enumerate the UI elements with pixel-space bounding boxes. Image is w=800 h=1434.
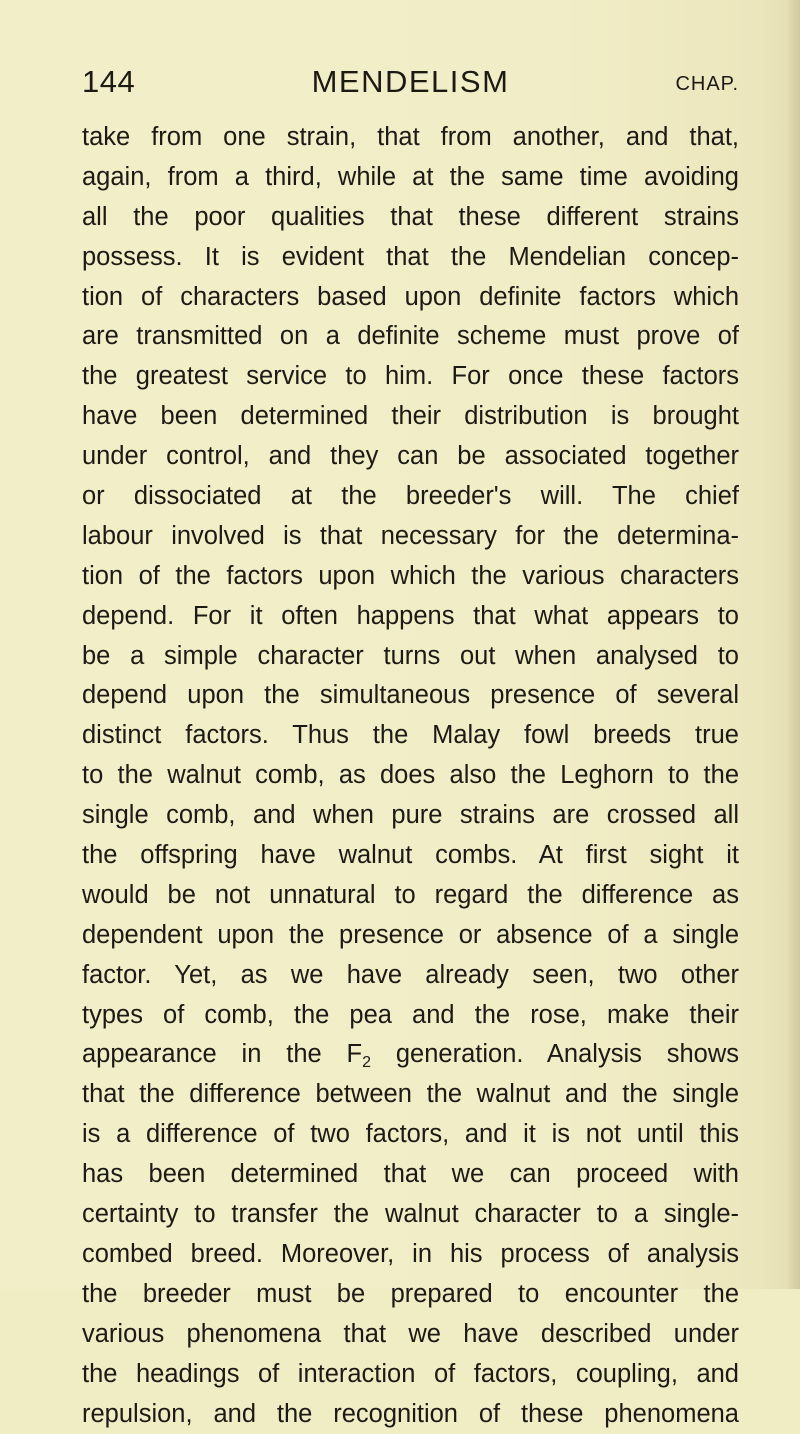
text-line: is a difference of two factors, and it is not until this bbox=[82, 1115, 739, 1155]
text-line: the headings of interaction of factors, coupling, and bbox=[82, 1355, 739, 1395]
text-line: take from one strain, that from another, and that, bbox=[82, 118, 739, 158]
text-line: the offspring have walnut combs. At first sight it bbox=[82, 836, 739, 876]
text-line: dependent upon the presence or absence of a single bbox=[82, 916, 739, 956]
text-line: single comb, and when pure strains are crossed all bbox=[82, 796, 739, 836]
page-number: 144 bbox=[82, 62, 135, 102]
text-line: tion of characters based upon definite factors which bbox=[82, 278, 739, 318]
text-line: types of comb, the pea and the rose, make their bbox=[82, 996, 739, 1036]
text-line: be a simple character turns out when analysed to bbox=[82, 637, 739, 677]
text-line: or dissociated at the breeder's will. The chief bbox=[82, 477, 739, 517]
text-line: have been determined their distribution is brought bbox=[82, 397, 739, 437]
text-line: depend upon the simultaneous presence of several bbox=[82, 676, 739, 716]
text-line: distinct factors. Thus the Malay fowl breeds true bbox=[82, 716, 739, 756]
text-line: tion of the factors upon which the various characters bbox=[82, 557, 739, 597]
text-line: depend. For it often happens that what appears to bbox=[82, 597, 739, 637]
text-line: again, from a third, while at the same time avoiding bbox=[82, 158, 739, 198]
text-fragment: appearance in the F bbox=[82, 1040, 362, 1068]
text-line: combed breed. Moreover, in his process of analysis bbox=[82, 1235, 739, 1275]
text-line-with-subscript bbox=[82, 1035, 739, 1075]
page-header bbox=[82, 62, 739, 102]
running-title: MENDELISM bbox=[82, 62, 739, 102]
chapter-label: CHAP. bbox=[675, 69, 739, 99]
text-line: repulsion, and the recognition of these phenomena bbox=[82, 1395, 739, 1434]
text-line: has been determined that we can proceed with bbox=[82, 1155, 739, 1195]
text-line: all the poor qualities that these different strains bbox=[82, 198, 739, 238]
text-line: would be not unnatural to regard the difference as bbox=[82, 876, 739, 916]
text-line: to the walnut comb, as does also the Leghorn to the bbox=[82, 756, 739, 796]
text-line: the breeder must be prepared to encounter the bbox=[82, 1275, 739, 1315]
page-edge-shadow bbox=[786, 0, 800, 1289]
text-line: possess. It is evident that the Mendelian concep- bbox=[82, 238, 739, 278]
text-line: that the difference between the walnut and the single bbox=[82, 1075, 739, 1115]
text-line: factor. Yet, as we have already seen, two other bbox=[82, 956, 739, 996]
text-line: various phenomena that we have described under bbox=[82, 1315, 739, 1355]
body-text bbox=[82, 118, 739, 1434]
text-line: are transmitted on a definite scheme must prove of bbox=[82, 317, 739, 357]
text-line: certainty to transfer the walnut character to a single- bbox=[82, 1195, 739, 1235]
text-line: labour involved is that necessary for the determina- bbox=[82, 517, 739, 557]
text-line: under control, and they can be associated together bbox=[82, 437, 739, 477]
text-fragment: generation. Analysis shows bbox=[371, 1040, 739, 1068]
text-line: the greatest service to him. For once these factors bbox=[82, 357, 739, 397]
subscript-2: 2 bbox=[362, 1054, 371, 1071]
